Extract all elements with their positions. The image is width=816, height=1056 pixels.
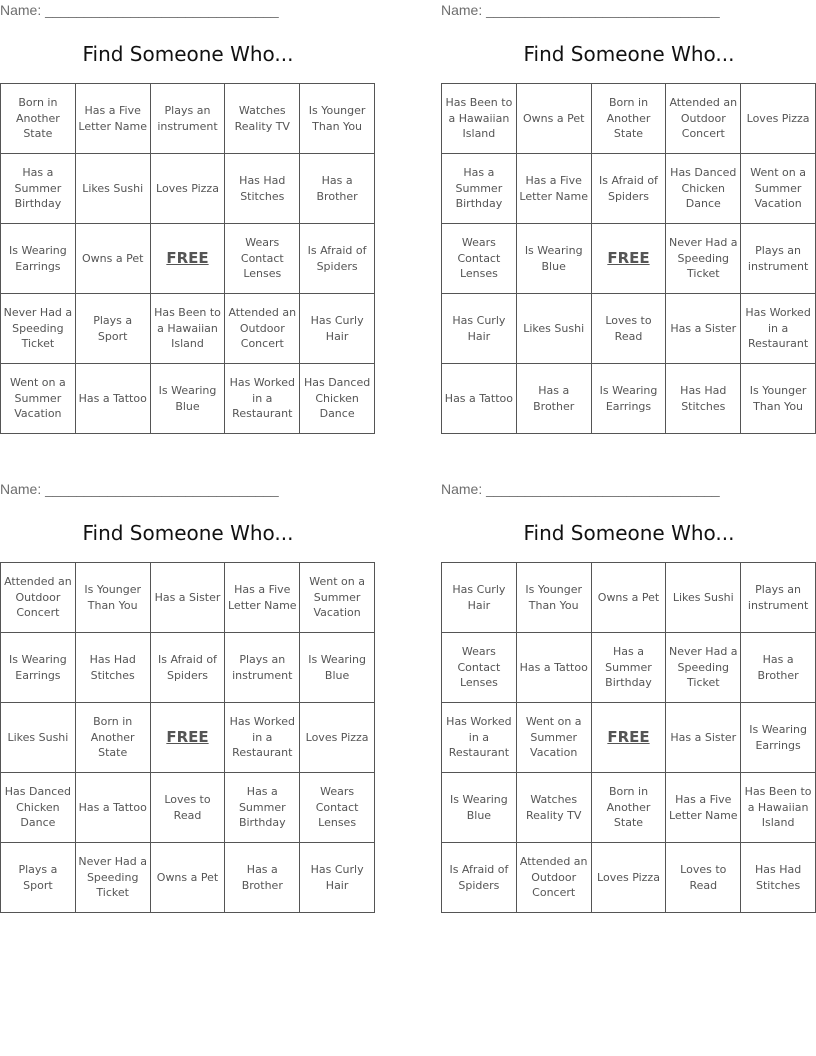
bingo-cell: Has Had Stitches [666,364,741,434]
bingo-card-4 [441,479,816,914]
bingo-cell: Went on a Summer Vacation [516,703,591,773]
card-title: Find Someone Who... [523,521,735,545]
grid-row [442,703,816,773]
bingo-cell: Is Wearing Blue [300,633,375,703]
bingo-cell: Has a Tattoo [75,773,150,843]
grid-row [1,773,375,843]
bingo-cell: Has Curly Hair [442,294,517,364]
bingo-cell: Has a Tattoo [516,633,591,703]
bingo-cell: Has a Summer Birthday [442,154,517,224]
bingo-cell: Is Afraid of Spiders [591,154,666,224]
bingo-cell: Plays a Sport [75,294,150,364]
bingo-cell: Has Curly Hair [300,294,375,364]
bingo-cell: Loves Pizza [300,703,375,773]
grid-row [1,563,375,633]
bingo-cell: Has Had Stitches [741,843,816,913]
bingo-cell: Has Been to a Hawaiian Island [741,773,816,843]
bingo-cell: Is Afraid of Spiders [150,633,225,703]
bingo-grid [0,562,375,913]
free-space-cell: FREE [150,703,225,773]
bingo-cell: Owns a Pet [75,224,150,294]
grid-row [442,294,816,364]
grid-row [442,773,816,843]
bingo-cell: Is Wearing Earrings [1,224,76,294]
bingo-cell: Wears Contact Lenses [225,224,300,294]
bingo-cell: Watches Reality TV [225,84,300,154]
grid-row [442,364,816,434]
bingo-cell: Has a Five Letter Name [225,563,300,633]
bingo-cell: Never Had a Speeding Ticket [666,633,741,703]
grid-row [442,224,816,294]
grid-row [1,703,375,773]
grid-row [442,563,816,633]
bingo-cell: Is Younger Than You [75,563,150,633]
bingo-cell: Attended an Outdoor Concert [1,563,76,633]
bingo-cell: Owns a Pet [150,843,225,913]
bingo-cell: Has a Sister [150,563,225,633]
bingo-cell: Is Younger Than You [300,84,375,154]
bingo-cell: Likes Sushi [666,563,741,633]
card-title: Find Someone Who... [523,42,735,66]
bingo-cell: Plays an instrument [225,633,300,703]
bingo-cell: Wears Contact Lenses [300,773,375,843]
bingo-cell: Plays a Sport [1,843,76,913]
free-space-cell: FREE [591,224,666,294]
bingo-cell: Loves Pizza [150,154,225,224]
bingo-card-1 [0,0,376,435]
bingo-grid [441,83,816,434]
free-space-cell: FREE [591,703,666,773]
bingo-cell: Went on a Summer Vacation [1,364,76,434]
bingo-cell: Has Been to a Hawaiian Island [150,294,225,364]
bingo-cell: Has Had Stitches [225,154,300,224]
bingo-cell: Has a Brother [741,633,816,703]
bingo-cell: Has a Brother [300,154,375,224]
bingo-cell: Plays an instrument [741,563,816,633]
bingo-cell: Is Younger Than You [741,364,816,434]
grid-row [1,294,375,364]
name-field-label: Name: ______________________________ [441,481,720,497]
bingo-cell: Born in Another State [591,84,666,154]
bingo-cell: Has a Summer Birthday [1,154,76,224]
bingo-cell: Loves to Read [666,843,741,913]
bingo-cell: Is Wearing Earrings [1,633,76,703]
bingo-cell: Has a Tattoo [75,364,150,434]
card-title: Find Someone Who... [82,42,294,66]
bingo-cell: Has Worked in a Restaurant [442,703,517,773]
grid-row [1,843,375,913]
name-field-label: Name: ______________________________ [441,2,720,18]
grid-row [1,84,375,154]
bingo-cell: Has Curly Hair [300,843,375,913]
bingo-cell: Plays an instrument [150,84,225,154]
bingo-cell: Has Worked in a Restaurant [225,364,300,434]
grid-row [1,633,375,703]
grid-row [442,633,816,703]
bingo-cell: Never Had a Speeding Ticket [75,843,150,913]
bingo-cell: Owns a Pet [516,84,591,154]
bingo-cell: Loves to Read [591,294,666,364]
bingo-cell: Is Wearing Blue [150,364,225,434]
bingo-cell: Has Worked in a Restaurant [741,294,816,364]
bingo-cell: Likes Sushi [1,703,76,773]
bingo-cell: Has a Sister [666,294,741,364]
bingo-cell: Wears Contact Lenses [442,224,517,294]
bingo-cell: Has a Five Letter Name [666,773,741,843]
name-field-label: Name: ______________________________ [0,481,279,497]
bingo-cell: Likes Sushi [516,294,591,364]
bingo-cell: Loves Pizza [591,843,666,913]
grid-row [442,84,816,154]
bingo-grid [441,562,816,913]
grid-row [1,224,375,294]
bingo-cell: Is Wearing Earrings [591,364,666,434]
bingo-cell: Born in Another State [1,84,76,154]
bingo-cell: Owns a Pet [591,563,666,633]
bingo-cell: Has Worked in a Restaurant [225,703,300,773]
bingo-cell: Born in Another State [591,773,666,843]
bingo-cell: Has a Five Letter Name [75,84,150,154]
bingo-cell: Has Danced Chicken Dance [1,773,76,843]
bingo-cell: Is Wearing Blue [442,773,517,843]
bingo-cell: Has Danced Chicken Dance [666,154,741,224]
bingo-cell: Attended an Outdoor Concert [666,84,741,154]
bingo-card-2 [441,0,816,435]
bingo-cell: Has a Summer Birthday [591,633,666,703]
bingo-cell: Never Had a Speeding Ticket [666,224,741,294]
grid-row [442,843,816,913]
bingo-cell: Went on a Summer Vacation [741,154,816,224]
bingo-cell: Is Afraid of Spiders [442,843,517,913]
bingo-cell: Has Had Stitches [75,633,150,703]
bingo-cell: Watches Reality TV [516,773,591,843]
bingo-cell: Has a Five Letter Name [516,154,591,224]
bingo-cell: Has a Brother [516,364,591,434]
bingo-grid [0,83,375,434]
bingo-cell: Attended an Outdoor Concert [225,294,300,364]
bingo-cell: Has a Brother [225,843,300,913]
free-space-cell: FREE [150,224,225,294]
grid-row [1,154,375,224]
bingo-cell: Is Younger Than You [516,563,591,633]
bingo-cell: Plays an instrument [741,224,816,294]
bingo-cell: Is Wearing Earrings [741,703,816,773]
bingo-cell: Wears Contact Lenses [442,633,517,703]
bingo-cell: Born in Another State [75,703,150,773]
bingo-cell: Has a Sister [666,703,741,773]
bingo-cell: Has Curly Hair [442,563,517,633]
bingo-card-3 [0,479,376,914]
bingo-cell: Went on a Summer Vacation [300,563,375,633]
bingo-cell: Loves to Read [150,773,225,843]
grid-row [442,154,816,224]
bingo-cell: Has a Tattoo [442,364,517,434]
bingo-cell: Is Wearing Blue [516,224,591,294]
bingo-cell: Never Had a Speeding Ticket [1,294,76,364]
bingo-cell: Has a Summer Birthday [225,773,300,843]
bingo-cell: Likes Sushi [75,154,150,224]
bingo-cell: Has Danced Chicken Dance [300,364,375,434]
grid-row [1,364,375,434]
name-field-label: Name: ______________________________ [0,2,279,18]
bingo-cell: Is Afraid of Spiders [300,224,375,294]
bingo-cell: Attended an Outdoor Concert [516,843,591,913]
card-title: Find Someone Who... [82,521,294,545]
bingo-cell: Loves Pizza [741,84,816,154]
bingo-cell: Has Been to a Hawaiian Island [442,84,517,154]
